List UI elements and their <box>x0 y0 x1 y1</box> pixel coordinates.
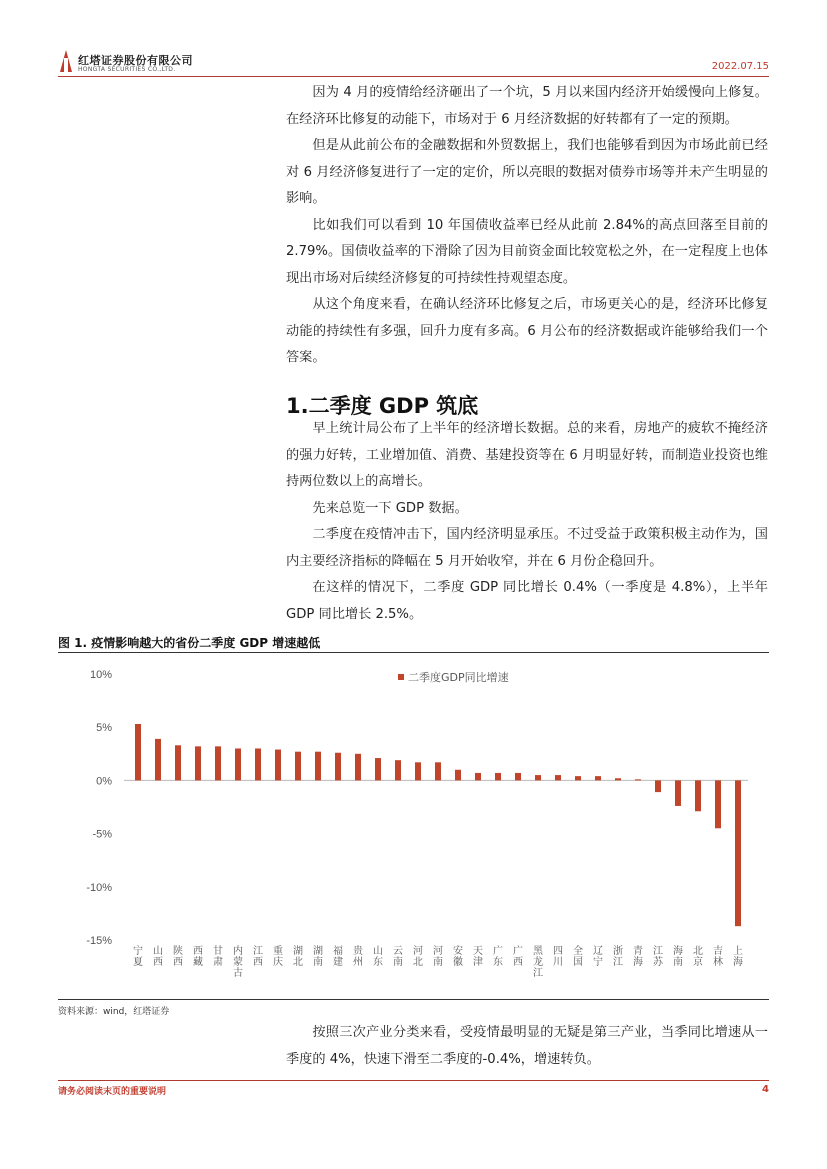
legend-label: 二季度GDP同比增速 <box>408 671 509 684</box>
x-tick-label: 上海 <box>733 946 743 968</box>
bar-山西 <box>155 739 161 780</box>
bar-河北 <box>415 762 421 780</box>
bar-四川 <box>555 775 561 780</box>
disclaimer-note: 请务必阅读末页的重要说明 <box>58 1087 167 1097</box>
bar-西藏 <box>195 746 201 780</box>
bar-江苏 <box>655 780 661 792</box>
x-tick-label: 辽宁 <box>593 946 603 968</box>
x-tick-label: 北京 <box>693 946 703 968</box>
x-tick-label: 重庆 <box>273 946 283 968</box>
x-tick-label: 江苏 <box>653 946 663 968</box>
paragraph: 从这个角度来看，在确认经济环比修复之后，市场更关心的是，经济环比修复动能的持续性有多强，回升力度有多高。6 月公布的经济数据或许能够给我们一个答案。 <box>286 297 768 365</box>
x-tick-label: 安徽 <box>453 946 463 968</box>
x-tick-label: 福建 <box>333 946 343 968</box>
x-tick-label: 青海 <box>633 946 643 968</box>
paragraph: 比如我们可以看到 10 年国债收益率已经从此前 2.84%的高点回落至目前的 2.79%。国债收益率的下滑除了因为目前资金面比较宽松之外，在一定程度上也体现出市场对后续经济修复的可持续性持观望态度。 <box>286 217 768 286</box>
x-tick-label: 河北 <box>413 946 423 968</box>
paragraph: 二季度在疫情冲击下，国内经济明显承压。不过受益于政策积极主动作为，国内主要经济指标的降幅在 5 月开始收窄，并在 6 月份企稳回升。 <box>286 527 768 569</box>
bar-云南 <box>395 760 401 780</box>
body-text-top <box>286 80 768 372</box>
bar-贵州 <box>355 754 361 781</box>
bar-内蒙古 <box>235 748 241 780</box>
bar-上海 <box>735 780 741 926</box>
bar-吉林 <box>715 780 721 828</box>
bar-广西 <box>515 773 521 780</box>
bar-北京 <box>695 780 701 811</box>
x-tick-label: 内蒙古 <box>233 946 243 979</box>
y-tick-label: -5% <box>92 828 112 841</box>
x-tick-label: 广西 <box>513 946 523 968</box>
bar-河南 <box>435 762 441 780</box>
figure-top-rule <box>58 652 769 653</box>
y-tick-label: 10% <box>89 669 112 681</box>
x-tick-label: 浙江 <box>613 946 623 968</box>
bar-天津 <box>475 773 481 780</box>
company-name-cn: 红塔证券股份有限公司 <box>78 54 193 67</box>
page-number: 4 <box>762 1084 769 1095</box>
bar-青海 <box>635 779 641 780</box>
x-tick-label: 山东 <box>373 946 383 968</box>
bar-湖南 <box>315 752 321 781</box>
x-tick-label: 云南 <box>393 946 403 968</box>
x-tick-label: 西藏 <box>193 946 203 968</box>
figure-bottom-rule <box>58 999 769 1000</box>
x-tick-label: 海南 <box>673 946 683 968</box>
bar-广东 <box>495 773 501 780</box>
bar-黑龙江 <box>535 775 541 780</box>
x-tick-label: 广东 <box>493 946 503 968</box>
bar-陕西 <box>175 745 181 780</box>
bar-安徽 <box>455 770 461 781</box>
bar-福建 <box>335 753 341 781</box>
figure-source: 资料来源：wind，红塔证券 <box>58 1007 170 1017</box>
paragraph: 因为 4 月的疫情给经济砸出了一个坑，5 月以来国内经济开始缓慢向上修复。在经济环比修复的动能下，市场对于 6 月经济数据的好转都有了一定的预期。 <box>286 85 768 127</box>
x-tick-label: 黑龙江 <box>533 946 543 979</box>
bar-浙江 <box>615 778 621 780</box>
x-tick-label: 全国 <box>573 946 583 968</box>
figure-title: 图 1. 疫情影响越大的省份二季度 GDP 增速越低 <box>58 636 321 650</box>
paragraph: 按照三次产业分类来看，受疫情最明显的无疑是第三产业，当季同比增速从一季度的 4%，快速下滑至二季度的-0.4%，增速转负。 <box>286 1025 768 1067</box>
header-divider <box>58 76 769 77</box>
x-tick-label: 河南 <box>433 946 443 968</box>
company-name-en: HONGTA SECURITIES CO.,LTD. <box>78 66 176 73</box>
bar-湖北 <box>295 752 301 781</box>
y-tick-label: 0% <box>96 775 112 788</box>
body-text-bottom <box>286 1020 768 1073</box>
bar-辽宁 <box>595 776 601 780</box>
x-tick-label: 吉林 <box>713 946 723 968</box>
paragraph: 但是从此前公布的金融数据和外贸数据上，我们也能够看到因为市场此前已经对 6 月经济修复进行了一定的定价，所以亮眼的数据对债券市场等并未产生明显的影响。 <box>286 138 768 206</box>
x-tick-label: 湖南 <box>313 946 323 968</box>
x-tick-label: 山西 <box>153 946 163 968</box>
x-tick-label: 湖北 <box>293 946 303 968</box>
company-logo <box>58 48 198 78</box>
footer-divider <box>58 1080 769 1081</box>
bar-山东 <box>375 758 381 780</box>
paragraph: 早上统计局公布了上半年的经济增长数据。总的来看，房地产的疲软不掩经济的强力好转，工业增加值、消费、基建投资等在 6 月明显好转，而制造业投资也维持两位数以上的高增长。 <box>286 421 768 489</box>
x-tick-label: 四川 <box>553 946 563 968</box>
body-text-mid <box>286 416 768 628</box>
paragraph: 先来总览一下 GDP 数据。 <box>312 500 468 516</box>
x-tick-label: 江西 <box>253 946 263 968</box>
section-heading: 1.二季度 GDP 筑底 <box>286 394 479 418</box>
x-tick-label: 陕西 <box>173 946 183 968</box>
bar-宁夏 <box>135 724 141 780</box>
x-tick-label: 宁夏 <box>133 946 143 968</box>
y-tick-label: -10% <box>86 881 112 894</box>
gdp-bar-chart <box>58 654 769 998</box>
report-date: 2022.07.15 <box>711 61 769 72</box>
paragraph: 在这样的情况下，二季度 GDP 同比增长 0.4%（一季度是 4.8%），上半年 GDP 同比增长 2.5%。 <box>286 580 768 622</box>
x-tick-label: 甘肃 <box>213 946 223 968</box>
y-tick-label: -15% <box>86 935 112 947</box>
hongta-logo-icon <box>58 50 74 72</box>
bar-重庆 <box>275 750 281 781</box>
legend-swatch <box>398 674 404 680</box>
x-tick-label: 天津 <box>473 946 483 968</box>
bar-甘肃 <box>215 746 221 780</box>
x-tick-label: 贵州 <box>353 946 363 968</box>
bar-全国 <box>575 776 581 780</box>
bar-江西 <box>255 748 261 780</box>
y-tick-label: 5% <box>96 722 112 735</box>
bar-海南 <box>675 780 681 806</box>
